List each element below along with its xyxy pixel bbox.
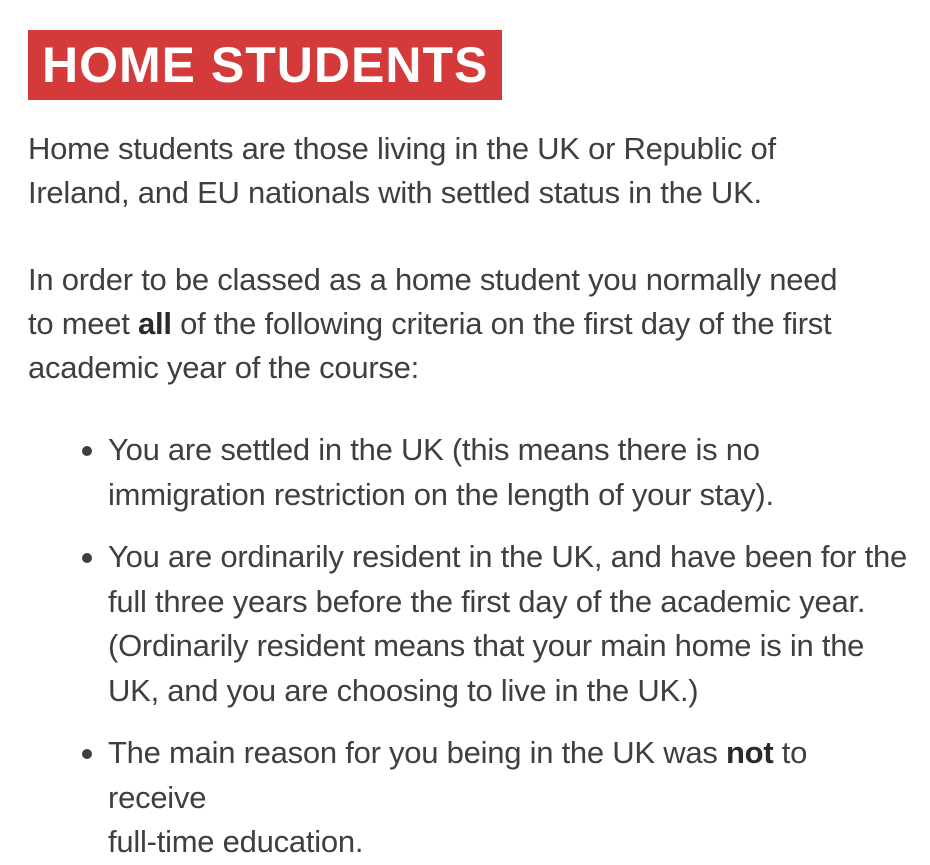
criterion-1-line-2: immigration restriction on the length of your stay). <box>108 476 774 512</box>
criteria-list <box>28 428 908 865</box>
bullet-icon <box>82 446 92 456</box>
list-item <box>28 535 908 713</box>
criteria-intro-paragraph <box>28 258 903 390</box>
criterion-2-line-1: You are ordinarily resident in the UK, and have been for the <box>108 539 907 574</box>
page-title: HOME STUDENTS <box>28 30 502 100</box>
emphasis-not: not <box>725 735 774 770</box>
intro-paragraph <box>28 127 903 215</box>
criterion-2-line-2: full three years before the first day of the academic year. <box>108 583 866 619</box>
intro-line-1: Home students are those living in the UK or Republic of <box>28 131 776 166</box>
content-section <box>28 30 908 865</box>
criterion-1-line-1: You are settled in the UK (this means there is no <box>108 432 760 467</box>
criteria-intro-line-1: In order to be classed as a home student you normally need <box>28 262 838 297</box>
criterion-3-line-2: full-time education. <box>108 824 364 859</box>
criterion-3-line-1-after: to receive <box>108 735 808 815</box>
criterion-3-line-1-before: The main reason for you being in the UK was <box>108 735 726 770</box>
list-item <box>28 731 908 865</box>
bullet-icon <box>82 749 92 759</box>
criteria-intro-line-2-after: of the following criteria on the first day of the first <box>171 306 832 341</box>
criteria-intro-line-2-before: to meet <box>28 306 138 341</box>
bullet-icon <box>82 553 92 563</box>
list-item <box>28 428 908 517</box>
criterion-2-line-3: (Ordinarily resident means that your main home is in the <box>108 628 865 663</box>
emphasis-all: all <box>138 306 172 341</box>
intro-line-2: Ireland, and EU nationals with settled status in the UK. <box>28 175 762 210</box>
criterion-2-line-4: UK, and you are choosing to live in the UK.) <box>108 672 699 708</box>
criterion-3-line-1 <box>108 731 908 820</box>
criteria-intro-line-3: academic year of the course: <box>28 350 420 385</box>
